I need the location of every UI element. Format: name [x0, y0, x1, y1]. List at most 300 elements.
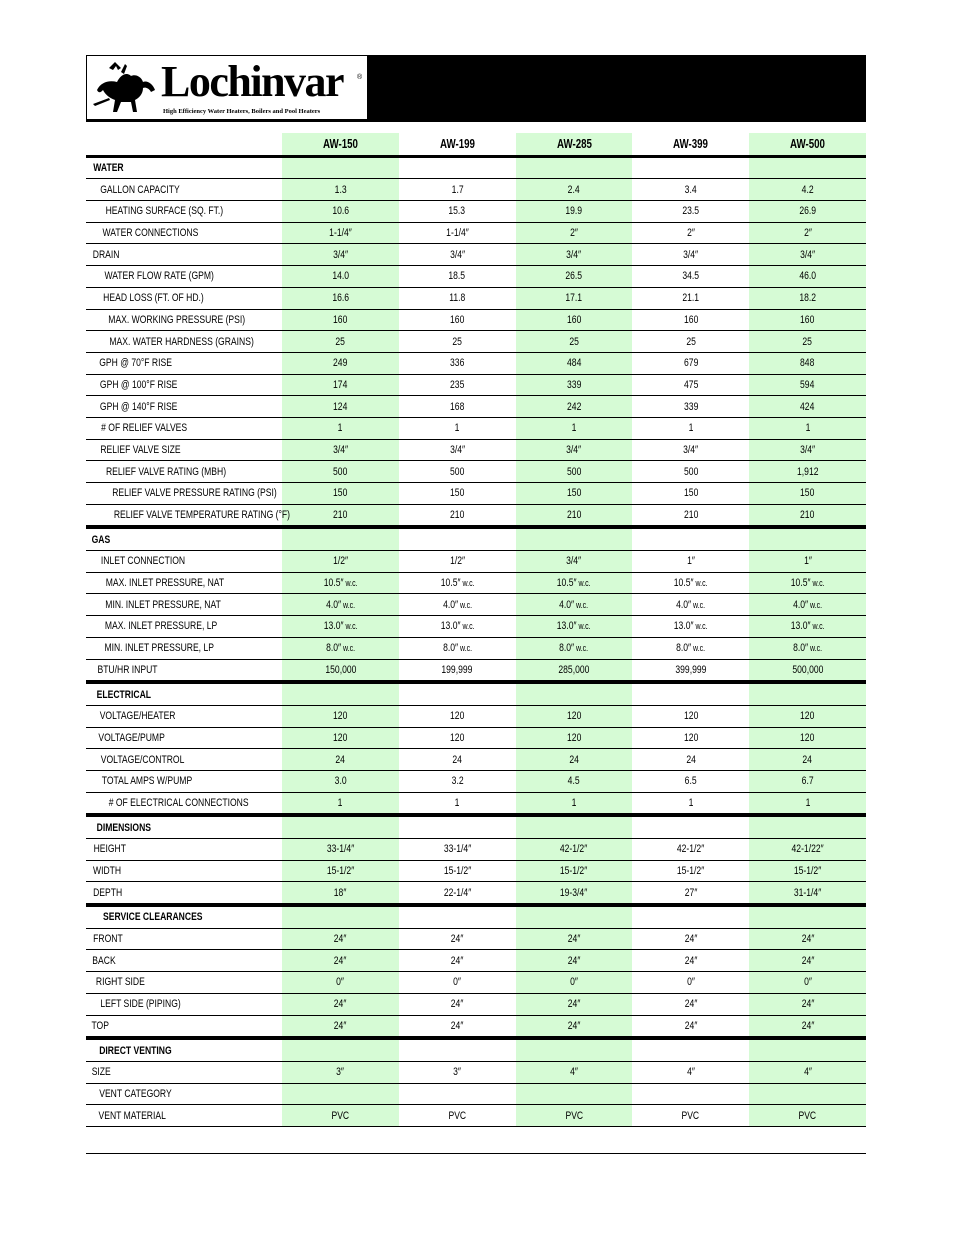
value-text: 16.6 — [332, 292, 349, 305]
table-cell — [399, 972, 516, 993]
cell-value — [801, 998, 814, 1010]
table-cell — [749, 551, 866, 572]
empty-cell — [632, 158, 749, 179]
table-cell — [749, 749, 866, 770]
table-cell — [749, 793, 866, 814]
table-cell — [632, 440, 749, 461]
table-cell — [282, 793, 399, 814]
cell-value — [674, 620, 708, 632]
table-cell — [516, 310, 633, 331]
table-cell — [516, 1084, 633, 1105]
table-cell — [399, 201, 516, 222]
value-text: 150 — [450, 487, 465, 500]
table-cell — [749, 861, 866, 882]
cell-value — [442, 664, 473, 676]
table-cell — [516, 353, 633, 374]
table-cell — [282, 223, 399, 244]
cell-value — [803, 336, 813, 348]
value-text: 2″ — [803, 227, 812, 240]
value-text: 24″ — [684, 998, 698, 1011]
cell-value — [450, 379, 464, 391]
row-label — [86, 771, 282, 792]
table-row — [86, 594, 866, 616]
cell-value — [800, 444, 815, 456]
cell-value — [792, 843, 824, 855]
cell-text: GPH @ 140°F RISE — [99, 400, 178, 413]
empty-cell — [632, 684, 749, 705]
table-cell — [516, 266, 633, 287]
value-text: 679 — [683, 357, 698, 370]
value-text: 336 — [450, 357, 465, 370]
value-text: 25 — [452, 335, 462, 348]
value-text: PVC — [798, 1109, 817, 1122]
value-text: 26.5 — [565, 270, 583, 283]
table-cell — [282, 882, 399, 903]
value-text: 120 — [333, 710, 348, 723]
table-row — [86, 505, 866, 527]
empty-cell — [399, 817, 516, 838]
unit-text: w.c. — [693, 578, 708, 589]
cell-value — [570, 1066, 578, 1078]
value-text: 24″ — [450, 998, 464, 1011]
table-cell — [632, 950, 749, 971]
table-cell — [516, 706, 633, 727]
table-cell — [632, 331, 749, 352]
empty-cell — [282, 529, 399, 550]
row-label — [86, 882, 282, 903]
row-label — [86, 310, 282, 331]
cell-value — [440, 620, 474, 632]
value-text: 120 — [450, 731, 465, 744]
table-row — [86, 660, 866, 682]
cell-text: GPH @ 70°F RISE — [99, 357, 172, 370]
value-text: 18″ — [334, 886, 347, 899]
cell-value — [449, 205, 466, 217]
cell-value — [325, 664, 356, 676]
cell-value — [800, 314, 814, 326]
section-header — [86, 529, 866, 551]
empty-cell — [282, 1040, 399, 1061]
table-cell — [399, 1084, 516, 1105]
table-row — [86, 288, 866, 310]
cell-value — [569, 754, 579, 766]
cell-value — [333, 710, 347, 722]
value-text: 3/4″ — [332, 443, 348, 456]
value-text: PVC — [448, 1109, 467, 1122]
value-text: 0″ — [686, 976, 695, 989]
value-text: 3/4″ — [332, 248, 348, 261]
table-cell — [749, 179, 866, 200]
table-cell — [516, 179, 633, 200]
cell-value — [568, 955, 581, 967]
value-text: PVC — [565, 1109, 583, 1122]
value-text: 4″ — [803, 1066, 812, 1079]
empty-cell — [516, 684, 633, 705]
cell-text: RIGHT SIDE — [95, 976, 145, 989]
value-text: 3.4 — [684, 183, 697, 196]
cell-value — [800, 357, 814, 369]
cell-value — [324, 577, 358, 589]
table-cell — [282, 310, 399, 331]
unit-text: w.c. — [808, 599, 823, 610]
cell-value — [453, 1066, 461, 1078]
value-text: 120 — [450, 710, 465, 723]
value-text: 34.5 — [682, 270, 700, 283]
unit-text: w.c. — [460, 621, 475, 632]
table-cell — [632, 353, 749, 374]
table-cell — [632, 638, 749, 659]
table-cell — [632, 505, 749, 526]
table-cell — [632, 223, 749, 244]
value-text: 150,000 — [324, 663, 356, 676]
value-text: 24 — [452, 753, 462, 766]
row-label — [86, 929, 282, 950]
cell-value — [334, 955, 347, 967]
value-text: 10.5″ — [673, 577, 694, 590]
value-text: 0″ — [336, 976, 345, 989]
value-text: 0″ — [803, 976, 812, 989]
value-text: 6.5 — [684, 775, 697, 788]
unit-text: w.c. — [457, 599, 472, 610]
cell-value — [684, 1020, 697, 1032]
cell-value — [800, 710, 814, 722]
empty-cell — [399, 529, 516, 550]
table-row — [86, 728, 866, 750]
value-text: 24 — [569, 753, 579, 766]
table-cell — [632, 1062, 749, 1083]
value-text: 124 — [333, 400, 348, 413]
table-cell — [399, 1105, 516, 1126]
cell-value — [444, 843, 471, 855]
cell-value — [799, 205, 816, 217]
cell-value — [800, 487, 814, 499]
cell-value — [568, 184, 580, 196]
cell-value — [570, 227, 578, 239]
empty-cell — [516, 529, 633, 550]
value-text: 21.1 — [682, 292, 700, 305]
model-header — [749, 133, 866, 155]
value-text: 19.9 — [565, 205, 583, 218]
footer-divider — [86, 1153, 866, 1154]
value-text: 484 — [566, 357, 582, 370]
table-cell — [282, 728, 399, 749]
value-text: 11.8 — [449, 292, 466, 305]
row-label — [86, 616, 282, 637]
value-text: 10.5″ — [557, 577, 577, 590]
cell-value — [805, 422, 810, 434]
table-row — [86, 179, 866, 201]
table-row — [86, 839, 866, 861]
cell-value — [685, 184, 697, 196]
table-cell — [282, 266, 399, 287]
value-text: 24″ — [801, 1019, 814, 1032]
value-text: 500 — [333, 465, 348, 478]
empty-cell — [749, 684, 866, 705]
cell-value — [793, 642, 822, 654]
table-cell — [399, 839, 516, 860]
value-text: 33-1/4″ — [443, 843, 471, 856]
table-cell — [282, 771, 399, 792]
row-label — [86, 594, 282, 615]
cell-text: WATER — [93, 162, 124, 175]
cell-value — [443, 642, 472, 654]
empty-cell — [282, 817, 399, 838]
table-cell — [399, 950, 516, 971]
unit-text: w.c. — [691, 643, 706, 654]
table-cell — [516, 728, 633, 749]
cell-value — [332, 270, 349, 282]
table-cell — [516, 440, 633, 461]
table-row — [86, 929, 866, 951]
value-text: 15-1/2″ — [443, 865, 471, 878]
table-cell — [399, 573, 516, 594]
cell-value — [684, 509, 698, 521]
value-text: 4.0″ — [793, 598, 809, 611]
cell-value — [800, 379, 814, 391]
cell-value — [684, 466, 698, 478]
table-cell — [632, 929, 749, 950]
value-text: 13.0″ — [323, 620, 344, 633]
table-cell — [632, 573, 749, 594]
cell-value — [333, 509, 347, 521]
unit-text: w.c. — [343, 578, 358, 589]
table-cell — [749, 771, 866, 792]
value-text: 10.6 — [332, 205, 349, 218]
cell-value — [567, 314, 581, 326]
value-text: 25 — [569, 335, 579, 348]
cell-value — [800, 509, 814, 521]
empty-cell — [399, 907, 516, 928]
value-text: 210 — [566, 509, 582, 522]
value-text: 160 — [800, 313, 815, 326]
value-text: 210 — [333, 509, 348, 522]
table-cell — [632, 660, 749, 681]
table-cell — [632, 1105, 749, 1126]
table-cell — [516, 461, 633, 482]
section-title — [86, 684, 282, 705]
table-cell — [749, 882, 866, 903]
section-title — [86, 817, 282, 838]
value-text: 25 — [686, 335, 696, 348]
table-cell — [632, 1084, 749, 1105]
cell-value — [684, 933, 697, 945]
cell-value — [688, 797, 693, 809]
cell-text: DEPTH — [93, 886, 123, 899]
cell-value — [682, 1110, 700, 1122]
table-cell — [516, 793, 633, 814]
value-text: 42-1/2″ — [560, 843, 588, 856]
row-label — [86, 353, 282, 374]
cell-value — [440, 577, 474, 589]
cell-text: BTU/HR INPUT — [97, 663, 158, 676]
value-text: 42-1/22″ — [791, 843, 824, 856]
table-cell — [282, 288, 399, 309]
table-cell — [632, 179, 749, 200]
cell-value — [684, 379, 698, 391]
empty-cell — [282, 684, 399, 705]
row-label — [86, 1105, 282, 1126]
cell-value — [334, 1020, 347, 1032]
table-cell — [399, 706, 516, 727]
cell-text: VOLTAGE/HEATER — [99, 710, 176, 723]
section-title — [86, 158, 282, 179]
cell-value — [677, 843, 704, 855]
cell-value — [450, 555, 465, 567]
table-cell — [516, 244, 633, 265]
value-text: 25 — [802, 335, 813, 348]
value-text: 120 — [566, 731, 582, 744]
value-text: 120 — [333, 731, 348, 744]
value-text: 24″ — [450, 954, 464, 967]
value-text: 2.4 — [568, 183, 580, 196]
value-text: 150 — [333, 487, 348, 500]
row-label — [86, 793, 282, 814]
value-text: 3/4″ — [683, 443, 699, 456]
cell-value — [451, 184, 463, 196]
table-cell — [516, 882, 633, 903]
value-text: 13.0″ — [557, 620, 577, 633]
cell-value — [684, 487, 698, 499]
value-text: 25 — [335, 335, 346, 348]
cell-text: RELIEF VALVE RATING (MBH) — [105, 465, 227, 478]
row-label — [86, 573, 282, 594]
table-cell — [632, 594, 749, 615]
cell-value — [452, 754, 462, 766]
unit-text: w.c. — [340, 643, 355, 654]
table-cell — [282, 1016, 399, 1037]
table-cell — [282, 396, 399, 417]
value-text: 120 — [683, 731, 698, 744]
value-text: 13.0″ — [440, 620, 461, 633]
table-row — [86, 223, 866, 245]
cell-value — [567, 710, 581, 722]
cell-value — [567, 379, 581, 391]
unit-text: w.c. — [343, 621, 358, 632]
value-text: 31-1/4″ — [793, 886, 822, 899]
unit-text: w.c. — [808, 643, 823, 654]
table-row — [86, 483, 866, 505]
cell-value — [333, 249, 348, 261]
cell-value — [329, 227, 352, 239]
table-cell — [282, 950, 399, 971]
table-cell — [632, 375, 749, 396]
table-cell — [516, 839, 633, 860]
value-text: 3/4″ — [566, 555, 582, 568]
table-cell — [749, 594, 866, 615]
value-text: 210 — [683, 509, 698, 522]
table-cell — [282, 461, 399, 482]
section-header — [86, 158, 866, 180]
value-text: 1 — [688, 796, 694, 809]
value-text: 1 — [805, 796, 810, 809]
table-cell — [516, 1062, 633, 1083]
cell-value — [567, 509, 581, 521]
cell-value — [566, 292, 583, 304]
section-title — [86, 1040, 282, 1061]
value-text: 1/2″ — [449, 555, 465, 568]
value-text: 24″ — [801, 954, 814, 967]
cell-value — [450, 401, 464, 413]
table-cell — [749, 331, 866, 352]
table-row — [86, 972, 866, 994]
cell-text: WATER CONNECTIONS — [102, 227, 199, 240]
value-text: 10.5″ — [440, 577, 461, 590]
value-text: 120 — [683, 710, 698, 723]
table-cell — [632, 1016, 749, 1037]
cell-value — [567, 487, 581, 499]
cell-value — [450, 314, 464, 326]
value-text: 150 — [566, 487, 582, 500]
table-cell — [516, 223, 633, 244]
cell-text: HEIGHT — [93, 843, 126, 856]
cell-text: SERVICE CLEARANCES — [103, 911, 203, 924]
empty-cell — [516, 1040, 633, 1061]
table-cell — [399, 638, 516, 659]
table-cell — [749, 244, 866, 265]
cell-value — [333, 357, 347, 369]
value-text: 1-1/4″ — [329, 227, 352, 240]
cell-value — [801, 955, 814, 967]
empty-cell — [516, 817, 633, 838]
model-header — [282, 133, 399, 155]
row-label — [86, 288, 282, 309]
value-text: 500 — [566, 465, 582, 478]
cell-text: AW-285 — [556, 136, 592, 151]
cell-value — [791, 577, 825, 589]
cell-value — [333, 444, 348, 456]
cell-value — [567, 249, 582, 261]
specifications-table — [86, 133, 866, 1127]
value-text: 24″ — [567, 1019, 581, 1032]
value-text: 4.2 — [801, 183, 814, 196]
table-cell — [282, 1105, 399, 1126]
cell-value — [450, 732, 464, 744]
value-text: 27″ — [684, 886, 698, 899]
cell-value — [677, 865, 704, 877]
cell-value — [334, 184, 346, 196]
value-text: 4.0″ — [676, 598, 692, 611]
value-text: 22-1/4″ — [443, 886, 471, 899]
cell-value — [333, 555, 348, 567]
row-label — [86, 244, 282, 265]
table-cell — [749, 266, 866, 287]
cell-value — [336, 336, 346, 348]
row-label — [86, 223, 282, 244]
row-label — [86, 461, 282, 482]
row-label — [86, 1016, 282, 1037]
table-row — [86, 331, 866, 353]
model-header-row — [86, 133, 866, 155]
cell-value — [557, 620, 591, 632]
table-cell — [749, 638, 866, 659]
table-cell — [516, 201, 633, 222]
empty-cell — [749, 817, 866, 838]
empty-cell — [399, 684, 516, 705]
table-cell — [282, 244, 399, 265]
cell-text: MAX. WORKING PRESSURE (PSI) — [108, 313, 246, 326]
table-row — [86, 440, 866, 462]
cell-value — [332, 205, 349, 217]
table-row — [86, 638, 866, 660]
table-cell — [516, 551, 633, 572]
cell-value — [803, 754, 813, 766]
cell-value — [567, 466, 581, 478]
cell-value — [444, 865, 471, 877]
value-text: 500,000 — [792, 663, 824, 676]
value-text: 15-1/2″ — [677, 865, 705, 878]
cell-value — [687, 1066, 695, 1078]
cell-value — [674, 577, 708, 589]
